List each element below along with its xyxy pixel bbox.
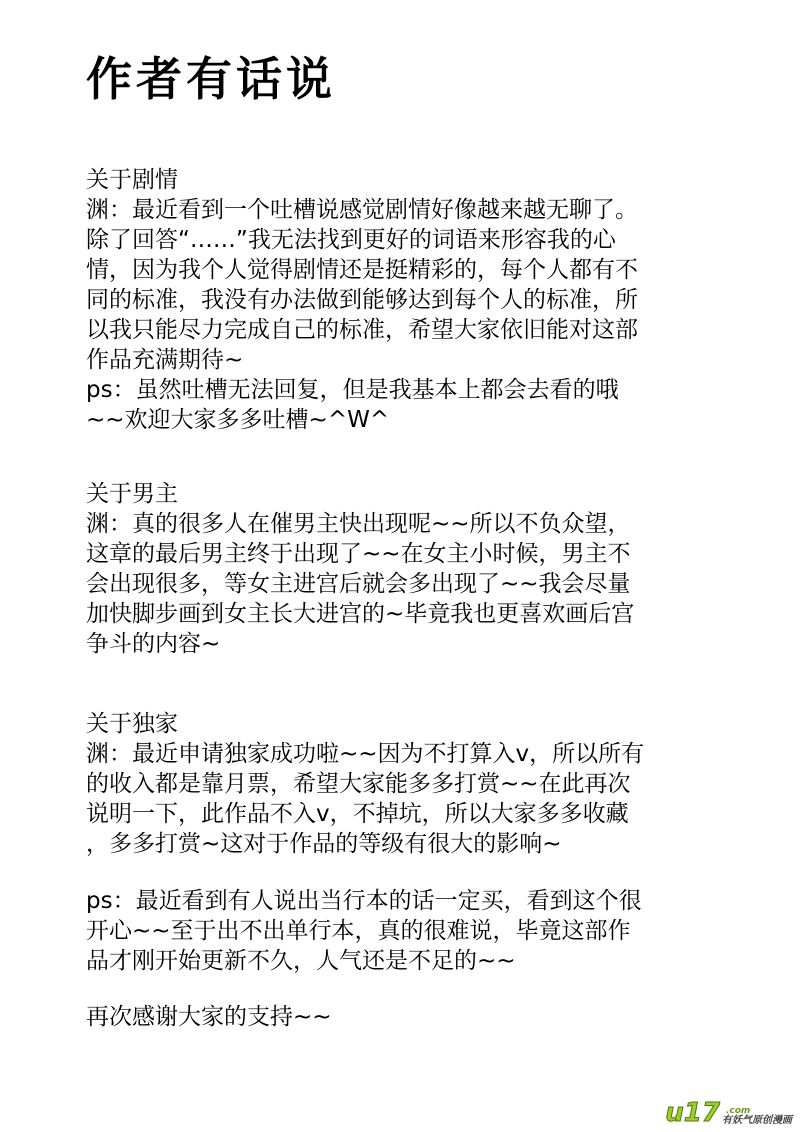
paragraph-line: ~~欢迎大家多多吐槽~^W^ [86,407,390,433]
paragraph-line: 除了回答“……”我无法找到更好的词语来形容我的心 [86,227,616,253]
paragraph-line: ，多多打赏~这对于作品的等级有很大的影响~ [86,831,562,857]
paragraph-line: 这章的最后男主终于出现了~~在女主小时候，男主不 [86,541,631,567]
paragraph-line: 渊：最近看到一个吐槽说感觉剧情好像越来越无聊了。 [86,197,638,223]
paragraph-line: 的收入都是靠月票，希望大家能多多打赏~~在此再次 [86,771,631,797]
logo-mark: u17 [665,1098,720,1128]
logo-slogan: 有妖气原创漫画 [722,1115,792,1126]
paragraph-line: 会出现很多，等女主进宫后就会多出现了~~我会尽量 [86,571,631,597]
paragraph-line: 说明一下，此作品不入v，不掉坑，所以大家多多收藏 [86,801,629,827]
paragraph-line: 渊：最近申请独家成功啦~~因为不打算入v，所以所有 [86,741,645,767]
section-heading: 关于独家 [86,711,178,737]
section-heading: 关于男主 [86,481,178,507]
paragraph-line: 情，因为我个人觉得剧情还是挺精彩的，每个人都有不 [86,257,638,283]
paragraph-line: 以我只能尽力完成自己的标准，希望大家依旧能对这部 [86,317,638,343]
u17-watermark-logo [665,1100,792,1126]
paragraph-line: ps：虽然吐槽无法回复，但是我基本上都会去看的哦 [86,377,619,403]
paragraph-line: 开心~~至于出不出单行本，真的很难说，毕竟这部作 [86,918,631,944]
paragraph-line: 品才刚开始更新不久，人气还是不足的~~ [86,948,516,974]
section-ps-print [86,886,726,976]
logo-domain: .com [726,1106,751,1116]
paragraph-line: 争斗的内容~ [86,631,221,657]
section-male-lead [86,479,726,659]
section-thanks [86,1002,726,1032]
closing-line: 再次感谢大家的支持~~ [86,1004,332,1030]
section-plot [86,165,726,435]
paragraph-line: 加快脚步画到女主长大进宫的~毕竟我也更喜欢画后宫 [86,601,635,627]
section-exclusive [86,709,726,859]
paragraph-line: 作品充满期待~ [86,347,244,373]
paragraph-line: 同的标准，我没有办法做到能够达到每个人的标准，所 [86,287,638,313]
page-title: 作者有话说 [86,52,336,106]
paragraph-line: ps：最近看到有人说出当行本的话一定买，看到这个很 [86,888,642,914]
section-heading: 关于剧情 [86,167,178,193]
paragraph-line: 渊：真的很多人在催男主快出现呢~~所以不负众望， [86,511,631,537]
